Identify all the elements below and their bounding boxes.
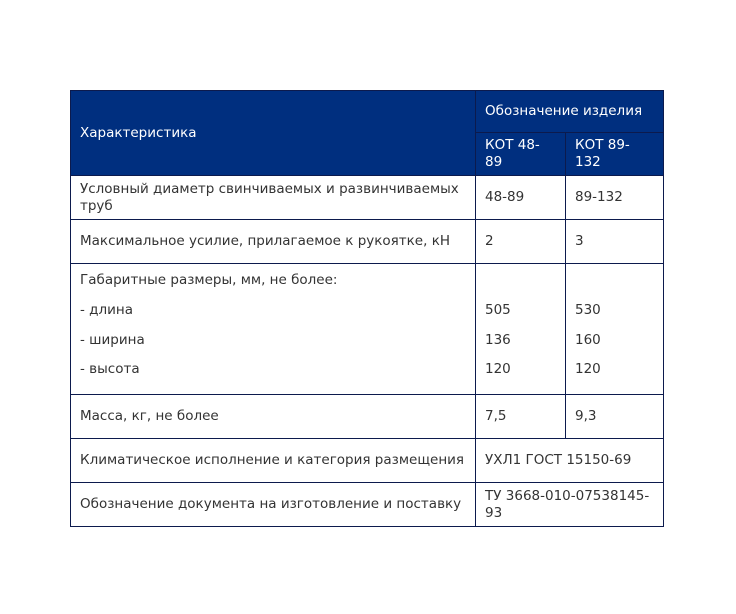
table-row-diameter bbox=[71, 176, 664, 220]
row-value-model-2: 3 bbox=[566, 220, 664, 264]
table-row-force bbox=[71, 220, 664, 264]
table-row-dimensions bbox=[71, 264, 664, 395]
dimensions-labels bbox=[71, 264, 476, 395]
row-value-merged: УХЛ1 ГОСТ 15150-69 bbox=[476, 439, 664, 483]
table-row-mass bbox=[71, 395, 664, 439]
dimension-height-model-1: 120 bbox=[485, 361, 511, 377]
row-value-model-1: 2 bbox=[476, 220, 566, 264]
row-label: Обозначение документа на изготовление и поставку bbox=[71, 483, 476, 527]
dimension-height-model-2: 120 bbox=[575, 361, 601, 377]
row-value-model-1: 7,5 bbox=[476, 395, 566, 439]
row-label: Максимальное усилие, прилагаемое к рукоятке, кН bbox=[71, 220, 476, 264]
dimension-length-model-1: 505 bbox=[485, 302, 511, 318]
row-label: Условный диаметр свинчиваемых и развинчиваемых труб bbox=[71, 176, 476, 220]
dimension-width-label: - ширина bbox=[80, 331, 145, 348]
row-label: Климатическое исполнение и категория размещения bbox=[71, 439, 476, 483]
header-row bbox=[71, 91, 664, 133]
dimension-height-label: - высота bbox=[80, 361, 140, 377]
dimension-length-model-2: 530 bbox=[575, 302, 601, 318]
header-characteristic: Характеристика bbox=[71, 91, 476, 176]
table-row-document bbox=[71, 483, 664, 527]
row-value-merged: ТУ 3668-010-07538145-93 bbox=[476, 483, 664, 527]
spec-table bbox=[70, 90, 664, 527]
header-designation: Обозначение изделия bbox=[476, 91, 664, 133]
dimension-width-model-1: 136 bbox=[485, 331, 511, 348]
dimension-width-model-2: 160 bbox=[575, 331, 601, 348]
row-value-model-1: 48-89 bbox=[476, 176, 566, 220]
dimension-length-label: - длина bbox=[80, 302, 133, 318]
table-row-climate bbox=[71, 439, 664, 483]
dimensions-heading: Габаритные размеры, мм, не более: bbox=[80, 272, 338, 288]
dimensions-model-1 bbox=[476, 264, 566, 395]
header-model-1: КОТ 48-89 bbox=[476, 133, 566, 176]
header-model-2: КОТ 89-132 bbox=[566, 133, 664, 176]
row-label: Масса, кг, не более bbox=[71, 395, 476, 439]
dimensions-model-2 bbox=[566, 264, 664, 395]
row-value-model-2: 9,3 bbox=[566, 395, 664, 439]
row-value-model-2: 89-132 bbox=[566, 176, 664, 220]
